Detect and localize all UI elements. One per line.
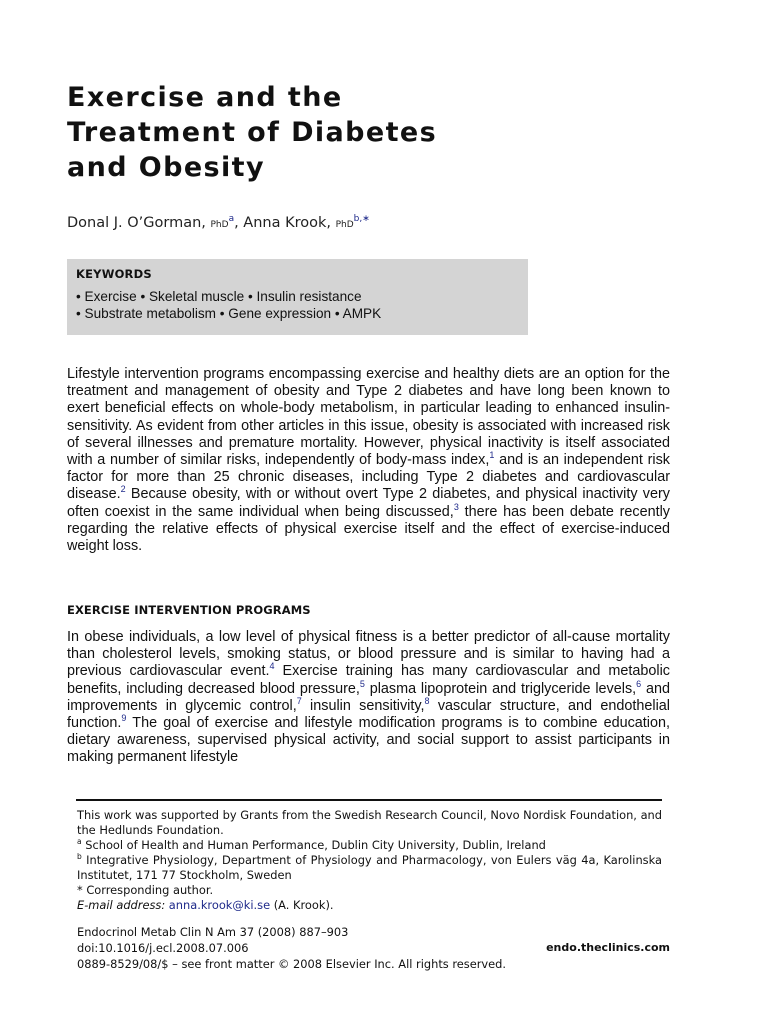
intro-text-3: Because obesity, with or without overt Type 2 diabetes, and physical inactivity very often coexist in the same individual when being discussed,: [67, 486, 670, 520]
affiliation-b: [77, 853, 662, 883]
reference-7[interactable]: 7: [296, 696, 302, 707]
keywords-line-2: • Substrate metabolism • Gene expression • AMPK: [76, 306, 382, 321]
email-suffix: (A. Krook).: [270, 898, 334, 912]
section-text-6: vascular structure, and endothelial function.: [67, 697, 671, 732]
reference-5[interactable]: 5: [359, 678, 365, 689]
doi[interactable]: doi:10.1016/j.ecl.2008.07.006: [77, 941, 249, 955]
affiliation-b-text: Integrative Physiology, Department of Physiology and Pharmacology, von Eulers väg 4a, Karolinska Institutet, 171 77 Stockholm, Sweden: [77, 853, 662, 882]
intro-text-2: and is an independent risk factor for more than 25 chronic diseases, including Type 2 diabetes and cardiovascular disease.: [67, 452, 670, 503]
keywords-box: [67, 259, 528, 335]
section-text-7: The goal of exercise and lifestyle modification programs is to combine education, dietary awareness, supervised physical activity, and social support to assist participants in making permanent lifestyle: [67, 715, 670, 766]
author-1-name: Donal J. O’Gorman,: [67, 214, 206, 231]
section-text-4: and improvements in glycemic control,: [67, 680, 670, 714]
section-text-3: plasma lipoprotein and triglyceride levels,: [364, 680, 637, 697]
author-2-degree: PhD: [335, 219, 354, 230]
keywords-line-1: • Exercise • Skeletal muscle • Insulin resistance: [76, 289, 362, 304]
reference-2[interactable]: 2: [120, 484, 126, 495]
title-line-2: Treatment of Diabetes: [67, 117, 438, 148]
journal-website[interactable]: endo.theclinics.com: [546, 941, 670, 954]
author-1-affiliation-ref[interactable]: a: [228, 214, 235, 224]
section-text-2: Exercise training has many cardiovascular and metabolic benefits, including decreased blood pressure,: [67, 663, 671, 697]
article-title: [67, 80, 437, 185]
affiliation-a-text: School of Health and Human Performance, Dublin City University, Dublin, Ireland: [81, 838, 546, 852]
author-separator: ,: [234, 214, 239, 231]
section-text-1: In obese individuals, a low level of physical fitness is a better predictor of all-cause mortality than cholesterol levels, smoking status, or blood pressure and is similar to having had a previous cardiovascular event.: [67, 629, 670, 680]
section-heading: EXERCISE INTERVENTION PROGRAMS: [67, 603, 311, 617]
intro-text-1: Lifestyle intervention programs encompassing exercise and healthy diets are an option for the treatment and management of obesity and Type 2 diabetes and have long been known to exert beneficial effects on whole-body metabolism, in particular leading to enhanced insulin-sensitivity. As evident from other articles in this issue, obesity is associated with increased risk of several illnesses and premature mortality. However, physical inactivity is itself associated with a number of similar risks, independently of body-mass index,: [67, 366, 670, 469]
email-label: E-mail address:: [77, 898, 166, 912]
affiliation-a-marker: a: [77, 837, 82, 847]
keywords-heading: KEYWORDS: [76, 267, 152, 281]
title-line-3: and Obesity: [67, 152, 265, 183]
email-link[interactable]: anna.krook@ki.se: [168, 898, 271, 912]
intro-text-4: there has been debate recently regarding the relative effects of physical exercise itself and the effect of exercise-induced weight loss.: [67, 503, 671, 555]
affiliation-a: [77, 838, 662, 853]
author-2-affiliation-ref[interactable]: b,∗: [353, 214, 370, 224]
author-2-name: Anna Krook,: [243, 214, 331, 231]
section-text-5: insulin sensitivity,: [301, 697, 425, 714]
reference-3[interactable]: 3: [453, 501, 459, 512]
affiliation-b-marker: b: [77, 852, 82, 862]
publication-info: [77, 924, 670, 972]
footnotes: [77, 808, 662, 913]
intro-paragraph: [67, 366, 670, 555]
funding-note: This work was supported by Grants from the Swedish Research Council, Novo Nordisk Foundation, and the Hedlunds Foundation.: [77, 808, 662, 837]
reference-8[interactable]: 8: [424, 696, 430, 707]
reference-9[interactable]: 9: [121, 713, 127, 724]
corresponding-author-note: * Corresponding author.: [77, 883, 214, 897]
reference-4[interactable]: 4: [269, 661, 275, 672]
journal-citation: Endocrinol Metab Clin N Am 37 (2008) 887–903: [77, 925, 349, 939]
author-line: [67, 214, 370, 231]
copyright-line: 0889-8529/08/$ – see front matter © 2008 Elsevier Inc. All rights reserved.: [77, 957, 507, 971]
reference-1[interactable]: 1: [489, 450, 495, 461]
author-1-degree: PhD: [210, 219, 229, 230]
section-paragraph: [67, 629, 670, 767]
email-note: [77, 898, 662, 913]
reference-6[interactable]: 6: [636, 678, 642, 689]
title-line-1: Exercise and the: [67, 82, 343, 113]
footnote-divider: [76, 799, 662, 801]
